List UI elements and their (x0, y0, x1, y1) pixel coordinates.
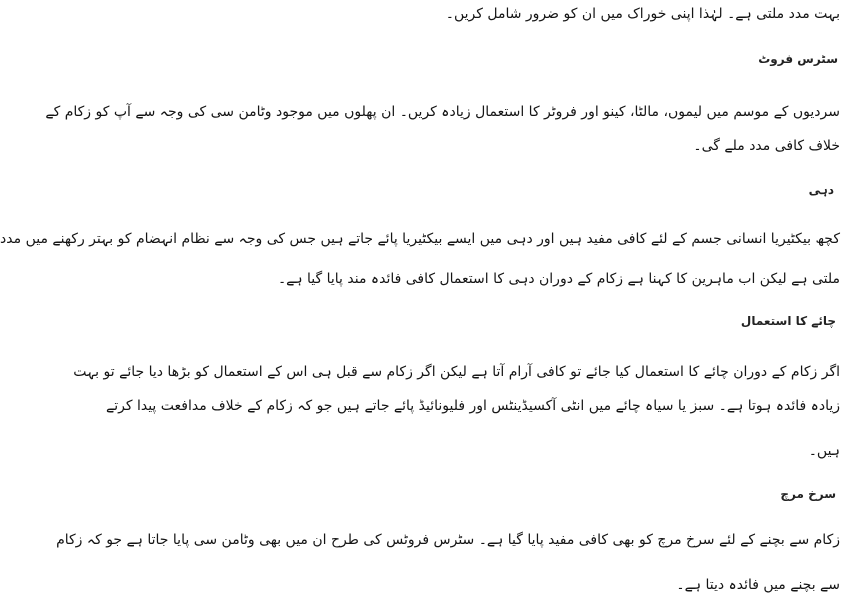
citrus-paragraph-line-2: خلاف کافی مدد ملے گی۔ (693, 138, 840, 154)
red-chili-paragraph-line-2: سے بچنے میں فائدہ دیتا ہے۔ (676, 577, 840, 593)
cut-off-top-line: بہت مدد ملتی ہے۔ لہٰذا اپنی خوراک میں ان کو ضرور شامل کریں۔ (445, 6, 840, 22)
tea-paragraph-line-2: زیادہ فائدہ ہوتا ہے۔ سبز یا سیاہ چائے میں انٹی آکسیڈینٹس اور فلیونائیڈ پائے جاتے ہیں جو کہ زکام کے خلاف مدافعت پیدا کرتے (106, 398, 840, 414)
tea-paragraph-line-3: ہیں۔ (808, 443, 840, 459)
yogurt-paragraph-line-2: ملتی ہے لیکن اب ماہرین کا کہنا ہے زکام کے دوران دہی کا استعمال کافی فائدہ مند پایا گیا ہے۔ (277, 271, 840, 287)
section-heading-red-chili: سرخ مرچ (780, 486, 836, 501)
citrus-paragraph-line-1: سردیوں کے موسم میں لیموں، مالٹا، کینو اور فروٹر کا استعمال زیادہ کریں۔ ان پھلوں میں موجود وٹامن سی کی وجہ سے آپ کو زکام کے (45, 104, 840, 120)
section-heading-citrus-fruits: سٹرس فروٹ (758, 51, 838, 66)
tea-paragraph-line-1: اگر زکام کے دوران چائے کا استعمال کیا جائے تو کافی آرام آتا ہے لیکن اگر زکام سے قبل ہی اس کے استعمال کو بڑھا دیا جائے تو بہت (73, 364, 840, 380)
yogurt-paragraph-line-1: کچھ بیکٹیریا انسانی جسم کے لئے کافی مفید ہیں اور دہی میں ایسے بیکٹیریا پائے جاتے ہیں جس کی وجہ سے نظام انہضام کو بہتر رکھنے میں مدد (0, 231, 840, 247)
red-chili-paragraph-line-1: زکام سے بچنے کے لئے سرخ مرچ کو بھی کافی مفید پایا گیا ہے۔ سٹرس فروٹس کی طرح ان میں بھی وٹامن سی پایا جاتا ہے جو کہ زکام (56, 532, 840, 548)
section-heading-yogurt: دہی (808, 182, 834, 197)
section-heading-tea-use: چائے کا استعمال (740, 313, 836, 328)
